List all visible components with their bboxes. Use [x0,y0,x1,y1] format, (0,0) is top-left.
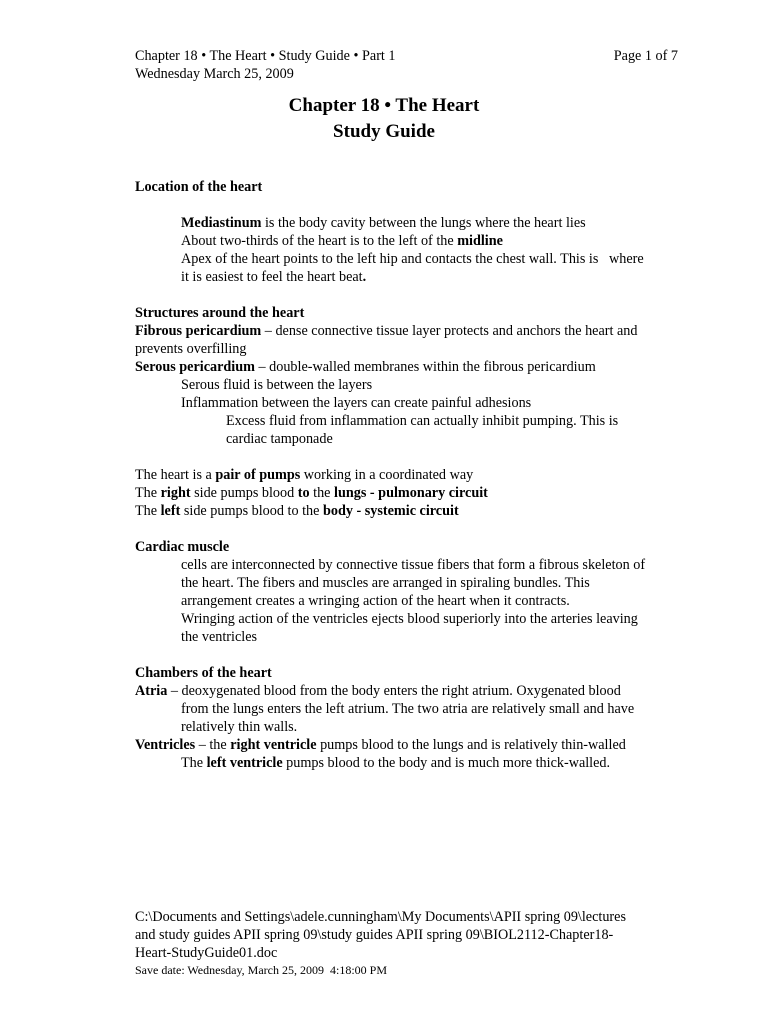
paragraph-line: The right side pumps blood to the lungs - pulmonary circuit [135,485,488,501]
term-midline: midline [457,233,503,249]
paragraph-line: Wringing action of the ventricles ejects blood superiorly into the arteries leaving [181,611,638,627]
term-serous-pericardium: Serous pericardium [135,359,255,375]
paragraph-line: it is easiest to feel the heart beat. [181,269,367,285]
paragraph-line: The left side pumps blood to the body - systemic circuit [135,503,459,519]
document-body [135,178,675,772]
paragraph-line: cardiac tamponade [226,431,333,447]
running-header [135,47,396,83]
document-title: Chapter 18 • The Heart [288,95,480,116]
paragraph-line: The left ventricle pumps blood to the body and is much more thick-walled. [181,755,611,771]
term-right-ventricle: right ventricle [230,737,317,753]
paragraph-line: Mediastinum is the body cavity between the lungs where the heart lies [181,215,586,231]
paragraph-line: cells are interconnected by connective tissue fibers that form a fibrous skeleton of [181,557,646,573]
document-subtitle: Study Guide [333,121,435,142]
paragraph-line: About two-thirds of the heart is to the left of the midline [181,233,503,249]
paragraph-line: The heart is a pair of pumps working in a coordinated way [135,467,474,483]
save-date: Save date: Wednesday, March 25, 2009 4:18:00 PM [135,963,387,977]
paragraph-line: prevents overfilling [135,341,247,357]
term-pulmonary-circuit: lungs - pulmonary circuit [334,485,488,501]
term-pair-of-pumps: pair of pumps [215,467,301,483]
paragraph-line: Excess fluid from inflammation can actually inhibit pumping. This is [226,413,619,429]
paragraph-line: Atria – deoxygenated blood from the body enters the right atrium. Oxygenated blood [135,683,621,699]
term-mediastinum: Mediastinum [181,215,262,231]
section-heading-structures: Structures around the heart [135,305,305,321]
document-footer [135,908,675,978]
term-systemic-circuit: body - systemic circuit [322,503,459,519]
paragraph-line: from the lungs enters the left atrium. The two atria are relatively small and have [181,701,635,717]
page-number: Page 1 of 7 [613,48,678,64]
section-heading-cardiac-muscle: Cardiac muscle [135,539,230,555]
paragraph-line: Ventricles – the right ventricle pumps blood to the lungs and is relatively thin-walled [135,737,626,753]
paragraph-line: Apex of the heart points to the left hip and contacts the chest wall. This is where [181,251,644,267]
paragraph-line: the ventricles [181,629,258,645]
paragraph-line: arrangement creates a wringing action of the heart when it contracts. [181,593,570,609]
file-path: Heart-StudyGuide01.doc [135,945,278,961]
section-heading-location: Location of the heart [135,179,263,195]
section-heading-chambers: Chambers of the heart [135,665,272,681]
header-title: Chapter 18 • The Heart • Study Guide • Part 1 [135,48,396,64]
term-left-ventricle: left ventricle [206,755,283,771]
term-atria: Atria [135,683,168,699]
term-fibrous-pericardium: Fibrous pericardium [135,323,262,339]
header-date: Wednesday March 25, 2009 [135,66,294,82]
paragraph-line: Serous fluid is between the layers [181,377,373,393]
file-path: and study guides APII spring 09\study guides APII spring 09\BIOL2112-Chapter18- [135,927,614,943]
paragraph-line: Inflammation between the layers can create painful adhesions [181,395,532,411]
paragraph-line: Serous pericardium – double-walled membranes within the fibrous pericardium [135,359,596,375]
paragraph-line: the heart. The fibers and muscles are arranged in spiraling bundles. This [181,575,590,591]
term-ventricles: Ventricles [135,737,196,753]
paragraph-line: relatively thin walls. [181,719,298,735]
paragraph-line: Fibrous pericardium – dense connective tissue layer protects and anchors the heart and [135,323,638,339]
file-path: C:\Documents and Settings\adele.cunningham\My Documents\APII spring 09\lectures [135,909,626,925]
